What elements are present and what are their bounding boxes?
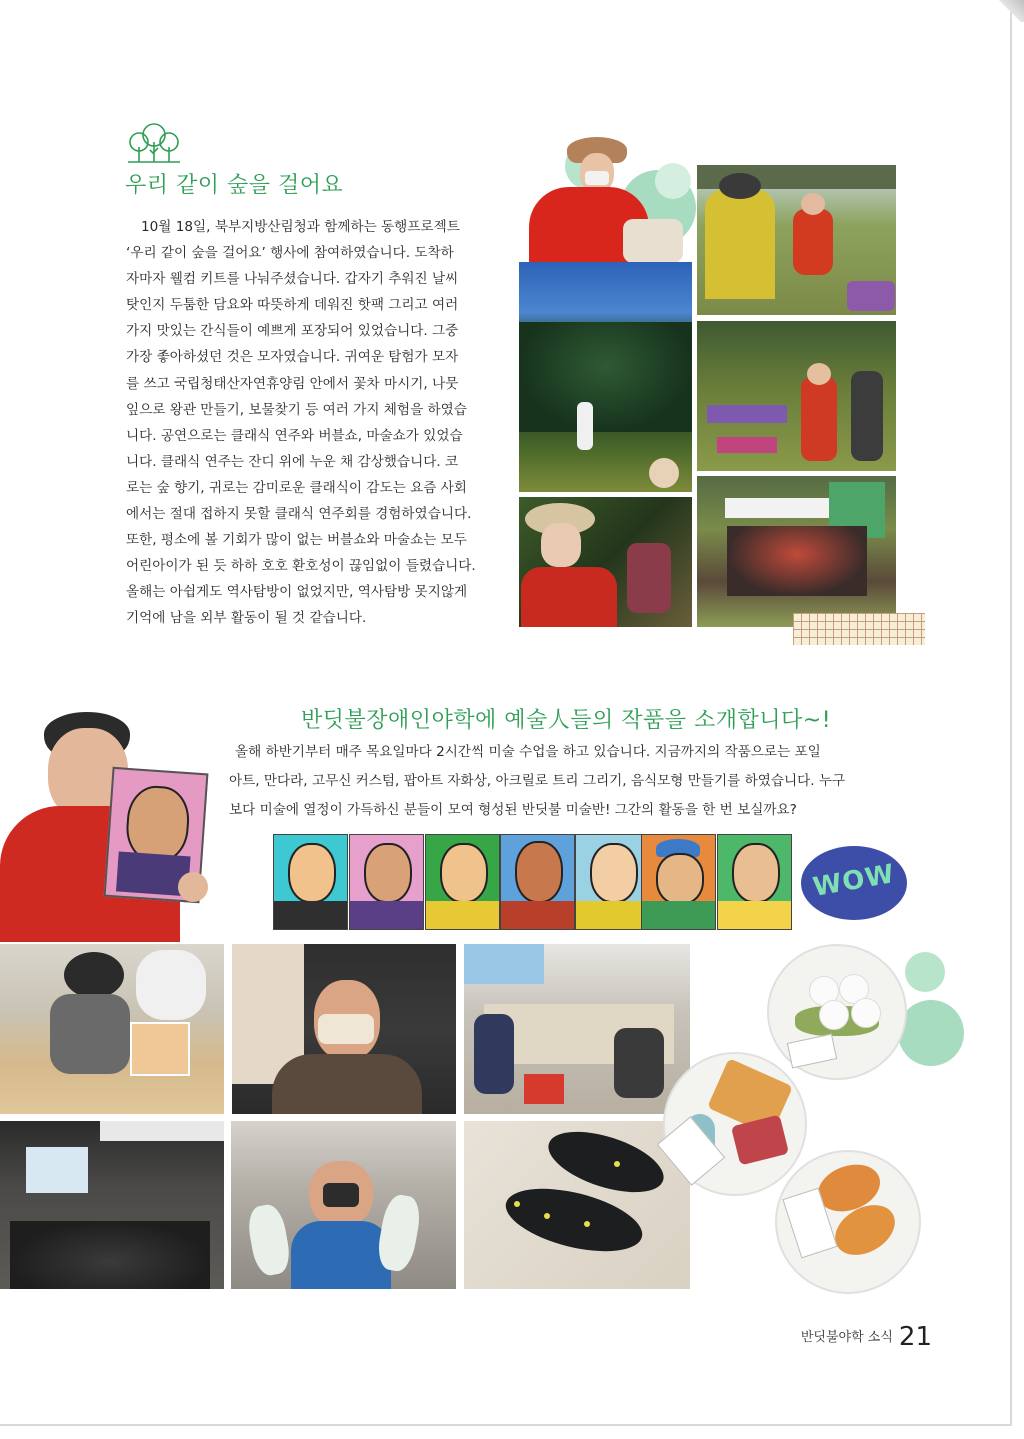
body-line: 어린아이가 된 듯 하하 호호 환호성이 끊임없이 들렸습니다. [126, 558, 476, 575]
section2-title: 반딧불장애인야학에 예술人들의 작품을 소개합니다~! [301, 708, 832, 733]
body-line: 탓인지 두툼한 담요와 따뜻하게 데워진 핫팩 그리고 여러 [126, 297, 459, 314]
section1-body [126, 214, 504, 632]
popart-portrait [641, 834, 716, 930]
grid-paper-decoration [793, 613, 925, 645]
body-line: 니다. 공연으로는 클래식 연주와 버블쇼, 마술쇼가 있었습 [126, 427, 463, 444]
body-line: 로는 숲 향기, 귀로는 감미로운 클래식이 감도는 요즘 사회 [126, 479, 467, 496]
body-line: 자마자 웰컴 키트를 나눠주셨습니다. 갑자기 추워진 날씨 [126, 271, 459, 288]
photo-custom-shoes [231, 1121, 456, 1289]
body-line: 올해는 아쉽게도 역사탐방이 없었지만, 역사탐방 못지않게 [126, 584, 468, 601]
wow-badge [801, 846, 907, 920]
photo-painting-class [0, 944, 224, 1114]
photo-group-gathering [697, 476, 896, 627]
photo-forest-trees [519, 262, 692, 492]
photo-food-model-rice-cakes [767, 944, 907, 1080]
photo-food-model-sandwich [663, 1052, 807, 1196]
decorative-circle [898, 1000, 964, 1066]
popart-portrait [717, 834, 792, 930]
photo-classroom-screen [0, 1121, 224, 1289]
trees-icon [124, 122, 184, 164]
popart-portrait [500, 834, 575, 930]
popart-portrait [575, 834, 650, 930]
photo-classroom-group [464, 944, 690, 1114]
photo-lawn-activity [697, 321, 896, 471]
page-number: 21 [898, 1322, 932, 1352]
section2-body [229, 738, 919, 825]
body-line: 또한, 평소에 볼 기회가 많이 없는 버블쇼와 마술쇼는 모두 [126, 532, 467, 549]
popart-portrait [425, 834, 500, 930]
page-footer [801, 1322, 932, 1352]
body-line: 아트, 만다라, 고무신 커스텀, 팝아트 자화상, 아크릴로 트리 그리기, 음식모형 만들기를 하였습니다. 누구 [229, 773, 846, 789]
body-line: ‘우리 같이 숲을 걸어요’ 행사에 참여하였습니다. 도착하 [126, 245, 454, 262]
body-line: 올해 하반기부터 매주 목요일마다 2시간씩 미술 수업을 하고 있습니다. 지금까지의 작품으로는 포일 [235, 744, 821, 760]
section1-title: 우리 같이 숲을 걸어요 [125, 173, 344, 198]
popart-portrait [349, 834, 424, 930]
photo-student-mask [232, 944, 456, 1114]
publication-name: 반딧불야학 소식 [800, 1330, 893, 1345]
decorative-circle [905, 952, 945, 992]
photo-student-with-portrait [0, 706, 212, 942]
photo-hiker-cutout [525, 135, 685, 263]
body-line: 기억에 남을 외부 활동이 될 것 같습니다. [126, 610, 367, 627]
body-line: 잎으로 왕관 만들기, 보물찾기 등 여러 가지 체험을 하였습 [126, 401, 467, 418]
body-line: 보다 미술에 열정이 가득하신 분들이 모여 형성된 반딧불 미술반! 그간의 활동을 한 번 보실까요? [229, 802, 797, 818]
body-line: 니다. 클래식 연주는 잔디 위에 누운 채 감상했습니다. 코 [126, 453, 459, 470]
body-line: 가장 좋아하셨던 것은 모자였습니다. 귀여운 탐험가 모자 [126, 349, 459, 366]
page-corner-fold [996, 0, 1024, 22]
photo-explorer-hat [519, 497, 692, 627]
photo-painted-shoes [464, 1121, 690, 1289]
body-line: 가지 맛있는 간식들이 예쁘게 포장되어 있었습니다. 그중 [126, 323, 459, 340]
photo-food-model-bungeoppang [775, 1150, 921, 1294]
popart-portrait [273, 834, 348, 930]
photo-group-exercise [697, 165, 896, 315]
wow-label: WOW [810, 859, 898, 903]
body-line: 에서는 절대 접하지 못할 클래식 연주회를 경험하였습니다. [126, 506, 472, 523]
body-line: 를 쓰고 국립청태산자연휴양림 안에서 꽃차 마시기, 나뭇 [126, 375, 459, 392]
body-line: 10월 18일, 북부지방산림청과 함께하는 동행프로젝트 [141, 219, 460, 235]
